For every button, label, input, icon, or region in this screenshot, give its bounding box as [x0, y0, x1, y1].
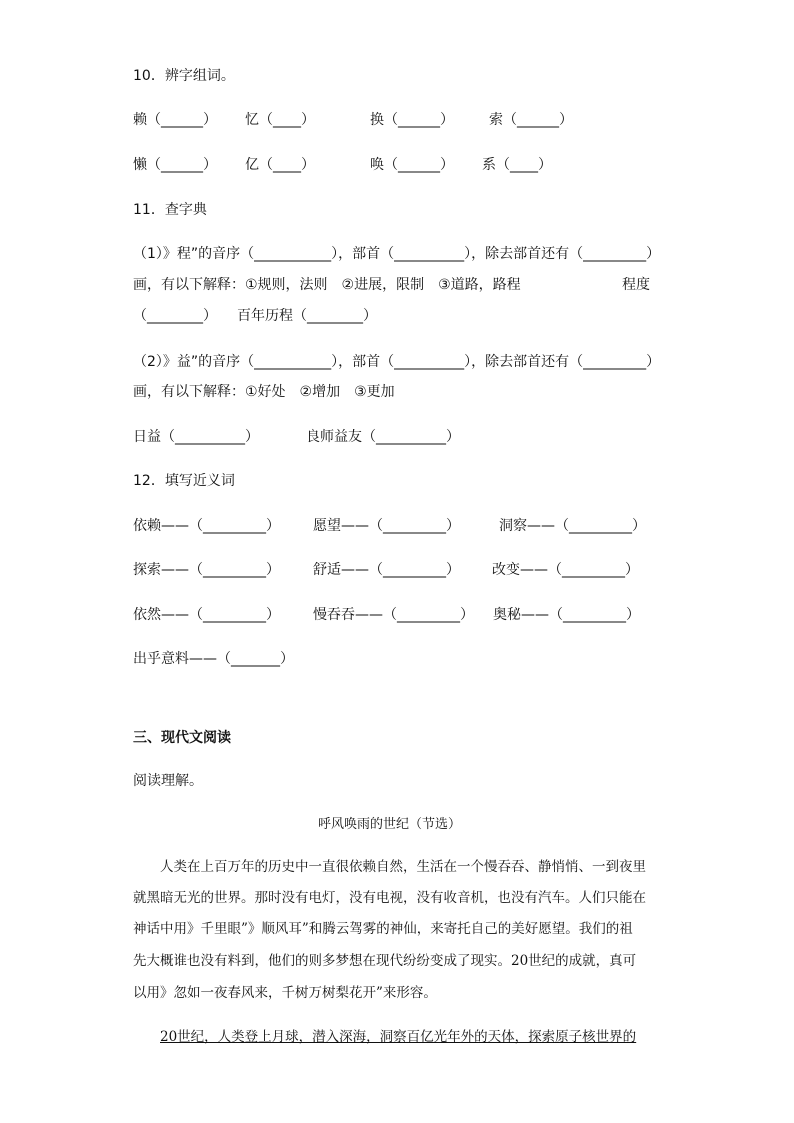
passage-line: 先大概谁也没有料到，他们的则多梦想在现代纷纷变成了现实。20世纪的成就，真可: [133, 953, 637, 969]
passage-line-underlined: 20世纪，人类登上月球，潜入深海，洞察百亿光年外的天体，探索原子核世界的: [160, 1029, 637, 1045]
q12-item: 奥秘——（_________）: [493, 607, 640, 623]
passage-line: 人类在上百万年的历史中一直很依赖自然，生活在一个慢吞吞、静悄悄、一到夜里: [133, 859, 646, 875]
q12-item: 探索——（_________）: [133, 562, 280, 578]
q11-part1-line: 画，有以下解释：①规则，法则 ②进展，限制 ③道路，路程: [133, 277, 521, 293]
q10-item: 索（______）: [489, 112, 573, 128]
q10-item: 忆（____）: [245, 112, 315, 128]
instruction: 阅读理解。: [133, 773, 203, 789]
q10-item: 亿（____）: [245, 157, 315, 173]
q10-item: 系（____）: [482, 157, 552, 173]
q12-item: 舒适——（_________）: [313, 562, 460, 578]
q12-item: 改变——（_________）: [492, 562, 639, 578]
q10-title: 10．辨字组词。: [133, 68, 235, 84]
q11-part2-word: 日益（__________）: [133, 429, 259, 445]
q12-item: 洞察——（_________）: [499, 518, 646, 534]
q11-part2-word: 良师益友（__________）: [306, 429, 460, 445]
q10-item: 赖（______）: [133, 112, 217, 128]
q10-item: 懒（______）: [133, 157, 217, 173]
q11-part1-line: （1）》程”的音序（___________），部首（__________），除去部首还有（_________）: [133, 246, 661, 262]
passage-line: 就黑暗无光的世界。那时没有电灯，没有电视，没有收音机，也没有汽车。人们只能在: [133, 890, 646, 906]
q12-item: 慢吞吞——（_________）: [313, 607, 474, 623]
q12-item: 依然——（_________）: [133, 607, 280, 623]
q11-part2-line: （2）》益”的音序（___________），部首（__________），除去部首还有（_________）: [133, 354, 661, 370]
q12-item: 出乎意料——（_______）: [133, 651, 294, 667]
q10-item: 换（______）: [370, 112, 454, 128]
q11-title: 11．查字典: [133, 202, 207, 218]
q11-part1-word: 百年历程（________）: [237, 308, 377, 324]
q12-item: 依赖——（_________）: [133, 518, 280, 534]
q12-title: 12．填写近义词: [133, 473, 235, 489]
section-heading: 三、现代文阅读: [133, 730, 231, 746]
passage-title: 呼风唤雨的世纪（节选）: [318, 817, 462, 832]
q11-part1-word: 程度: [622, 277, 650, 293]
q11-part2-line: 画，有以下解释：①好处 ②增加 ③更加: [133, 384, 395, 400]
passage-line: 以用》忽如一夜春风来，千树万树梨花开”来形容。: [133, 985, 437, 1001]
q10-item: 唤（______）: [370, 157, 454, 173]
passage-line: 神话中用》千里眼”》顺风耳”和腾云驾雾的神仙，来寄托自己的美好愿望。我们的祖: [133, 921, 633, 937]
q12-item: 愿望——（_________）: [313, 518, 460, 534]
q11-part1-blank: （________）: [133, 308, 217, 324]
